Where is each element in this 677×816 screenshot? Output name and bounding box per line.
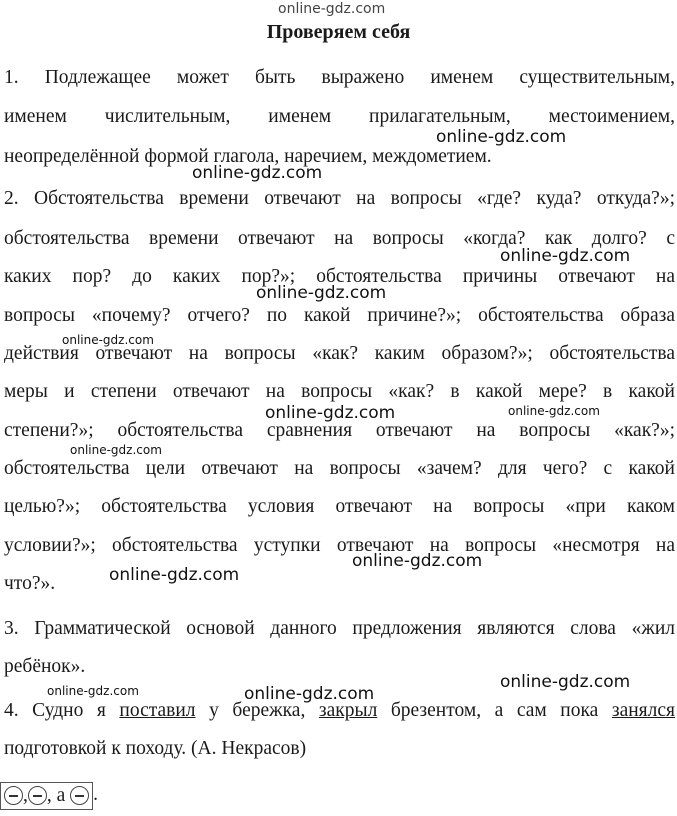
text-line-10: степени?»; обстоятельства сравнения отвечают на вопросы «как?»; xyxy=(4,420,675,441)
text-line-5: обстоятельства времени отвечают на вопросы «когда? как долго? с xyxy=(4,228,675,249)
text-line-1: 1. Подлежащее может быть выражено именем существительным, xyxy=(4,67,675,88)
text-line-18: подготовкой к походу. (А. Некрасов) xyxy=(4,738,307,759)
text-line-16: ребёнок». xyxy=(4,656,86,677)
text-line-8: действия отвечают на вопросы «как? каким образом?»; обстоятельства xyxy=(4,343,675,364)
scheme-end: . xyxy=(93,784,99,805)
predicate-postavil: поставил xyxy=(119,700,196,721)
predicate-zanyalsya: занялся xyxy=(611,700,676,721)
watermark: online-gdz.com xyxy=(265,403,396,423)
watermark: online-gdz.com xyxy=(62,333,154,347)
text-line-12: целью?»; обстоятельства условия отвечают на вопросы «при каком xyxy=(4,496,675,517)
watermark: online-gdz.com xyxy=(70,443,162,457)
text-line-7: вопросы «почему? отчего? по какой причине?»; обстоятельства образа xyxy=(4,305,675,326)
text-line-14: что?». xyxy=(4,573,56,594)
sentence-scheme xyxy=(0,780,98,810)
text-line-13: условии?»; обстоятельства уступки отвечают на вопросы «несмотря на xyxy=(4,535,675,556)
text-line-2: именем числительным, именем прилагательным, местоимением, xyxy=(4,106,675,127)
sentence4-part-a: 4. Судно я xyxy=(4,700,120,721)
circle-minus-icon xyxy=(28,786,47,805)
watermark: online-gdz.com xyxy=(500,246,631,266)
watermark: online-gdz.com xyxy=(436,127,567,147)
watermark: online-gdz.com xyxy=(500,672,631,692)
text-line-6: каких пор? до каких пор?»; обстоятельства причины отвечают на xyxy=(4,266,675,287)
watermark: online-gdz.com xyxy=(508,404,600,418)
text-line-9: меры и степени отвечают на вопросы «как? в какой мере? в какой xyxy=(4,381,675,402)
scheme-box xyxy=(0,782,93,810)
page-title: Проверяем себя xyxy=(266,21,411,43)
text-line-15: 3. Грамматической основой данного предложения являются слова «жил xyxy=(4,618,675,639)
sentence4-part-e: брезентом, а сам пока xyxy=(377,700,612,721)
watermark: online-gdz.com xyxy=(192,163,323,183)
sentence4-part-c: у бережка, xyxy=(195,700,319,721)
watermark: online-gdz.com xyxy=(47,684,139,698)
scheme-separator-1: , xyxy=(23,784,28,806)
watermark: online-gdz.com xyxy=(352,551,483,571)
watermark: online-gdz.com xyxy=(244,684,375,704)
predicate-zakryl: закрыл xyxy=(318,700,378,721)
text-line-4: 2. Обстоятельства времени отвечают на вопросы «где? куда? откуда?»; xyxy=(4,188,675,209)
watermark: online-gdz.com xyxy=(256,283,387,303)
watermark-top: online-gdz.com xyxy=(278,1,386,17)
circle-minus-icon xyxy=(4,786,23,805)
text-line-11: обстоятельства цели отвечают на вопросы «зачем? для чего? с какой xyxy=(4,458,675,479)
watermark: online-gdz.com xyxy=(109,565,240,585)
scheme-separator-2: , а xyxy=(46,784,66,806)
circle-minus-icon xyxy=(70,786,89,805)
text-line-3: неопределённой формой глагола, наречием, междометием. xyxy=(4,146,492,167)
